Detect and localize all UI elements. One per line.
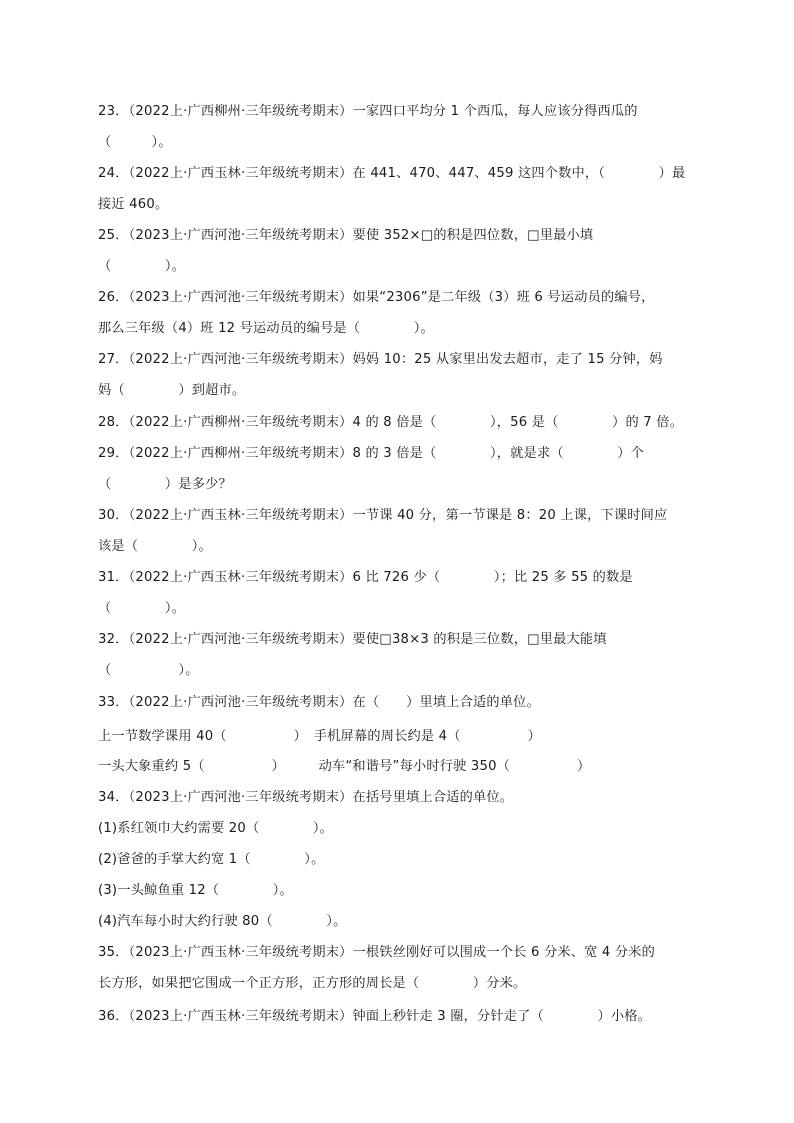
q34-item-3: (3)一头鲸鱼重 12（ ）。 bbox=[98, 883, 293, 898]
q32-line-1: 32．（2022上·广西河池·三年级统考期末）要使□38×3 的积是三位数，□里最大能填 bbox=[98, 632, 607, 647]
q23-line-1: 23．（2022上·广西柳州·三年级统考期末）一家四口平均分 1 个西瓜，每人应该分得西瓜的 bbox=[98, 104, 638, 119]
q26-line-1: 26．（2023上·广西河池·三年级统考期末）如果“2306”是二年级（3）班 6 号运动员的编号， bbox=[98, 290, 655, 305]
q33-line-3: 一头大象重约 5（ ） 动车“和谐号”每小时行驶 350（ ） bbox=[98, 759, 591, 774]
q30-line-2: 该是（ ）。 bbox=[98, 539, 212, 554]
q34-item-2: (2)爸爸的手掌大约宽 1（ ）。 bbox=[98, 852, 325, 867]
q28-line-1: 28．（2022上·广西柳州·三年级统考期末）4 的 8 倍是（ ），56 是（ ）的 7 倍。 bbox=[98, 415, 683, 430]
q23-line-2: （ ）。 bbox=[98, 135, 172, 150]
q27-line-2: 妈（ ）到超市。 bbox=[98, 383, 246, 398]
q35-line-1: 35．（2023上·广西玉林·三年级统考期末）一根铁丝刚好可以围成一个长 6 分米、宽 4 分米的 bbox=[98, 945, 656, 960]
q34-item-1: (1)系红领巾大约需要 20（ ）。 bbox=[98, 821, 334, 836]
q32-line-2: （ ）。 bbox=[98, 663, 199, 678]
q36-line-1: 36．（2023上·广西玉林·三年级统考期末）钟面上秒针走 3 圈，分针走了（ ）小格。 bbox=[98, 1009, 652, 1024]
q25-line-1: 25．（2023上·广西河池·三年级统考期末）要使 352×□的积是四位数，□里最小填 bbox=[98, 228, 594, 243]
q35-line-2: 长方形，如果把它围成一个正方形，正方形的周长是（ ）分米。 bbox=[98, 976, 527, 991]
q30-line-1: 30．（2022上·广西玉林·三年级统考期末）一节课 40 分，第一节课是 8：20 上课，下课时间应 bbox=[98, 508, 668, 523]
q33-line-2: 上一节数学课用 40（ ） 手机屏幕的周长约是 4（ ） bbox=[98, 729, 541, 744]
q29-line-1: 29．（2022上·广西柳州·三年级统考期末）8 的 3 倍是（ ），就是求（ ）个 bbox=[98, 446, 645, 461]
q34-line-1: 34．（2023上·广西河池·三年级统考期末）在括号里填上合适的单位。 bbox=[98, 790, 514, 805]
q27-line-1: 27．（2022上·广西河池·三年级统考期末）妈妈 10：25 从家里出发去超市，走了 15 分钟，妈 bbox=[98, 352, 663, 367]
q31-line-2: （ ）。 bbox=[98, 601, 186, 616]
q24-line-2: 接近 460。 bbox=[98, 197, 169, 212]
q24-line-1: 24．（2022上·广西玉林·三年级统考期末）在 441、470、447、459 这四个数中，（ ）最 bbox=[98, 166, 686, 181]
q31-line-1: 31．（2022上·广西玉林·三年级统考期末）6 比 726 少（ ）；比 25 多 55 的数是 bbox=[98, 570, 633, 585]
q33-line-1: 33．（2022上·广西河池·三年级统考期末）在（ ）里填上合适的单位。 bbox=[98, 695, 540, 710]
q25-line-2: （ ）。 bbox=[98, 259, 186, 274]
q34-item-4: (4)汽车每小时大约行驶 80（ ）。 bbox=[98, 914, 347, 929]
q26-line-2: 那么三年级（4）班 12 号运动员的编号是（ ）。 bbox=[98, 321, 434, 336]
q29-line-2: （ ）是多少？ bbox=[98, 477, 232, 492]
